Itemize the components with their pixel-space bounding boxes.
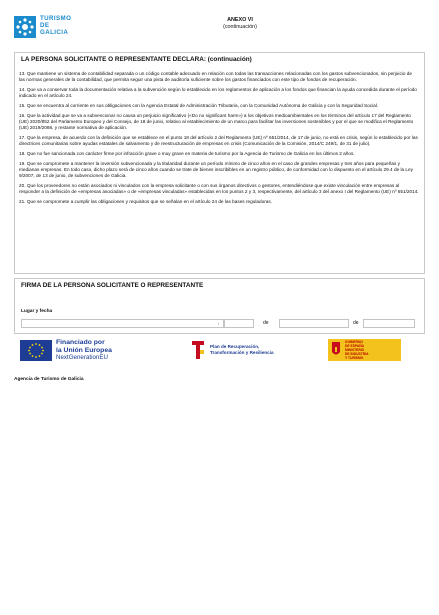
logo-line-3: GALICIA: [40, 29, 69, 37]
logo-wordmark: [40, 15, 71, 37]
clause-17: 17. Que la empresa, de acuerdo con la definición que se establece en el punto 18 del artículo 2 del Reglamento (UE) nº 651/2014, de 17 de junio, no está en crisis, según lo establecido por las directrices comunitarias sobre ayudas estatales de salvamento y de reestructuración de empresas en crisis (Comunicación de la Comisión, 2014/C 249/1, de 31 de julio).: [19, 134, 418, 147]
place-date-label: Lugar y fecha: [21, 309, 53, 314]
eu-flag-icon: [20, 340, 52, 361]
day-input[interactable]: [224, 319, 254, 328]
year-input[interactable]: [363, 319, 415, 328]
gov-line-4: DE INDUSTRIA: [345, 351, 369, 356]
declaration-title: LA PERSONA SOLICITANTE O REPRESENTANTE DECLARA: (continuación): [21, 56, 252, 63]
clause-21: 21. Que se compromete a cumplir las obligaciones y requisitos que se señalan en el artículo 24 de las bases reguladoras.: [19, 198, 273, 204]
clause-19: 19. Que se compromete a mantener la inversión subvencionada y la titularidad durante un período mínimo de cinco años en el caso de grandes empresas y tres años para pequeñas y medianas empresas. En todo caso, dicho plazo será de cinco años cuando se trate de bienes inscribibles en un registro público, de conformidad con lo dispuesto en el artículo 29.4 de la Ley 9/2007, de 13 de junio, de subvenciones de Galicia.: [19, 160, 413, 179]
eu-line-1: Financiado por: [56, 339, 105, 346]
de-separator-1: de: [263, 320, 269, 326]
eu-line-3: NextGenerationEU: [56, 354, 108, 362]
spain-government-text: [345, 341, 368, 361]
gov-line-3: MINISTERIO: [345, 347, 365, 352]
annex-subtitle: (continuación): [223, 23, 257, 30]
footer-agency: Agencia de Turismo de Galicia: [14, 377, 84, 382]
clause-16: 16. Que la actividad que se va a subvencionar no causa un perjuicio significativo («Do no significant harm») a los objetivos medioambientales en los términos del artículo 17 del Reglamento (UE) 2020/852 del Parlamento Europeo y del Consejo, de 18 de junio, relativo al establecimiento de un marco para facilitar las inversiones sostenibles y por el que se modifica el Reglamento (UE) 2019/2088, y restante normativa de aplicación.: [19, 112, 414, 131]
gov-line-5: Y TURISMO: [345, 355, 364, 360]
clause-13: 13. Que mantiene un sistema de contabilidad separada o un código contable adecuado en relación con todas las transacciones relacionadas con los gastos subvencionados, sin perjuicio de las normas generales de la contabilidad, que permita seguir una pista de auditoría suficiente sobre los gastos financiados con este tipo de fondos de recuperación.: [19, 71, 412, 83]
plan-line-2: Transformación y Resiliencia: [210, 349, 274, 355]
declaration-section: [14, 52, 425, 274]
de-separator-2: de: [353, 320, 359, 326]
place-input[interactable]: [21, 319, 224, 328]
recovery-plan-logo-icon: [192, 341, 204, 359]
annex-title: ANEXO VI: [227, 17, 253, 23]
recovery-plan-text: [210, 344, 274, 355]
annex-heading: [210, 17, 270, 30]
spain-coat-of-arms-icon: [331, 341, 341, 358]
clause-14: 14. Que va a conservar toda la documentación relativa a la subvención según lo establecido en los reglamentos de aplicación a los fondos que financian la ayuda concedida durante el período indicado en el artículo 24.: [19, 86, 417, 99]
plan-line-1: Plan de Recuperación,: [210, 344, 260, 349]
eu-line-2: la Unión Europea: [56, 346, 112, 354]
turismo-galicia-logo-icon: [14, 16, 36, 38]
clause-18: 18. Que no fue sancionada con carácter firme por infracción grave o muy grave en materia de turismo por la Agencia de Turismo de Galicia en los últimos 2 años.: [19, 150, 355, 156]
logo-line-1: TURISMO: [40, 15, 72, 22]
logo-line-2: DE: [40, 22, 50, 30]
gov-line-1: GOBIERNO: [345, 340, 363, 344]
clause-20: 20. Que los proveedores no están asociados ni vinculados con la empresa solicitante o con sus órganos directivos o gestores, entendiéndose que existe vinculación entre empresas al responder a la definición de «empresas asociadas» o de «empresas vinculadas» establecidas en los puntos 2 y 3, respectivamente, del artículo 3 del anexo I del Reglamento (UE) nº 651/2014.: [19, 182, 419, 195]
eu-funding-text: [56, 339, 112, 362]
signature-title: FIRMA DE LA PERSONA SOLICITANTE O REPRESENTANTE: [21, 282, 204, 289]
signature-section: [14, 278, 425, 334]
declaration-clauses: [19, 71, 419, 209]
clause-15: 15. Que se encuentra al corriente en sus obligaciones con la Agencia Estatal de Administración Tributaria, con la Comunidad Autónoma de Galicia y con la Seguridad Social.: [19, 102, 379, 108]
month-input[interactable]: [279, 319, 349, 328]
gov-line-2: DE ESPAÑA: [345, 343, 364, 348]
comma-separator: ,: [218, 320, 220, 326]
